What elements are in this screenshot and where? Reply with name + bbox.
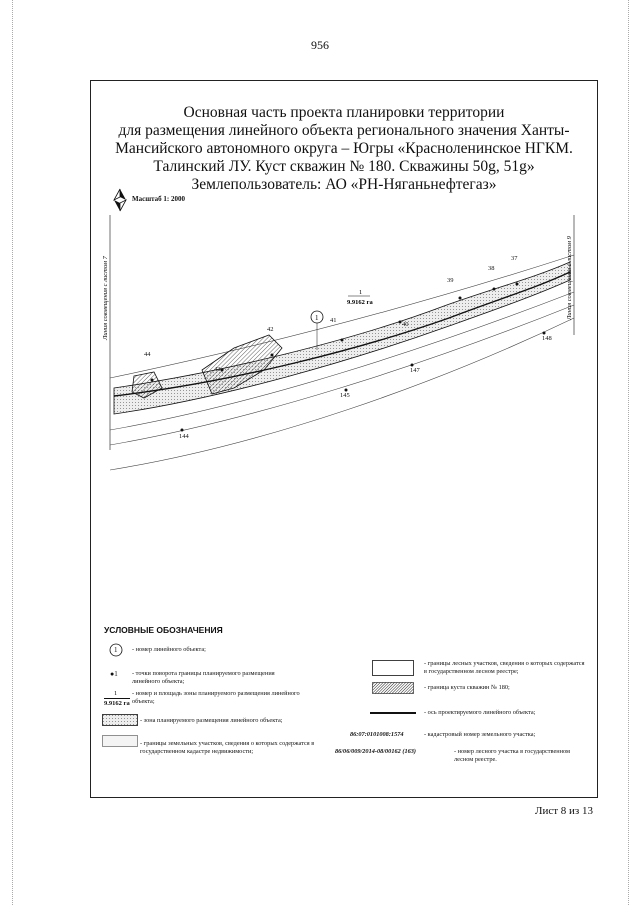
turn-point-label: 148: [542, 335, 552, 342]
legend-sample-zone-number: 1: [114, 690, 118, 697]
legend-item-axis: - ось проектируемого линейного объекта;: [424, 709, 536, 716]
turn-point-label: 37: [511, 255, 518, 262]
legend-sample-forest-number: 86/06/009/2014-08/00162 (163): [335, 748, 416, 755]
turn-point-label: 41: [330, 317, 337, 324]
legend-sample-zone-area: 9.9162 га: [104, 700, 130, 707]
title-line: Основная часть проекта планировки территории: [183, 104, 505, 121]
left-junction-label: Линия совмещения с листом 7: [102, 256, 109, 340]
title-line: Талинский ЛУ. Куст скважин № 180. Скважины 50g, 51g»: [153, 158, 535, 175]
legend-sample-zone-rule: [104, 698, 130, 699]
page-number: 956: [311, 38, 329, 52]
turn-point-dot-icon: ●: [110, 670, 115, 678]
legend-sample-cadastral-number: 86:07:0101008:1574: [350, 731, 404, 738]
legend-sample-turn-point-number: 1: [114, 670, 118, 678]
land-parcel-swatch: [102, 735, 138, 747]
sheet-counter: Лист 8 из 13: [535, 805, 594, 817]
turn-point-label: 40: [402, 321, 409, 328]
object-number-label: 1: [315, 314, 319, 322]
document-title: [104, 104, 584, 194]
title-line: для размещения линейного объекта регионального значения Ханты-: [118, 122, 570, 139]
right-margin-rule: [628, 0, 629, 905]
turn-point-label: 147: [410, 367, 420, 374]
turn-point-label: 144: [179, 433, 189, 440]
legend-item-turn-points: - точки поворота границы планируемого размещения линейного объекта;: [132, 670, 275, 685]
legend-item-well-cluster: - граница куста скважин № 180;: [424, 684, 510, 691]
turn-point-label: 43: [214, 366, 221, 373]
legend-item-forest-number: - номер лесного участка в государственном лесном реестре.: [454, 748, 571, 763]
legend-title: УСЛОВНЫЕ ОБОЗНАЧЕНИЯ: [104, 625, 223, 635]
legend-item-zone: - зона планируемого размещения линейного объекта;: [140, 717, 283, 724]
zone-swatch: [102, 714, 138, 726]
title-line: Землепользователь: АО «РН-Няганьнефтегаз»: [191, 176, 497, 193]
legend-sample-turn-point: [110, 670, 118, 678]
turn-point-label: 38: [488, 265, 495, 272]
legend-sample-object-number: 1: [114, 646, 118, 654]
axis-swatch: [370, 712, 416, 714]
map-scale: Масштаб 1: 2000: [132, 195, 185, 203]
right-junction-label: Линия совмещения с листом 9: [566, 236, 573, 320]
well-cluster-swatch: [372, 682, 414, 694]
turn-point-label: 44: [144, 351, 151, 358]
planning-map: [104, 200, 584, 480]
turn-point-label: 39: [447, 277, 454, 284]
legend-item-cadastral: - кадастровый номер земельного участка;: [424, 731, 536, 738]
forest-parcel-swatch: [372, 660, 414, 676]
legend-item-land-parcels: - границы земельных участков, сведения о которых содержатся в государственном кадастре недвижимости;: [140, 740, 315, 755]
legend-item-zone-number: - номер и площадь зоны планируемого размещения линейного объекта;: [132, 690, 300, 705]
legend-item-object-number: - номер линейного объекта;: [132, 646, 206, 653]
legend-item-forest-parcels: - границы лесных участков, сведения о которых содержатся в государственном лесном реестре;: [424, 660, 585, 675]
left-margin-rule: [12, 0, 13, 905]
zone-area-label: 9.9162 га: [347, 299, 373, 306]
land-parcel-boundary: [110, 305, 574, 445]
title-line: Мансийского автономного округа – Югры «Красноленинское НГКМ.: [115, 140, 573, 157]
turn-point-label: 145: [340, 392, 350, 399]
turn-point-label: 42: [267, 326, 274, 333]
zone-number-label: 1: [359, 289, 363, 296]
